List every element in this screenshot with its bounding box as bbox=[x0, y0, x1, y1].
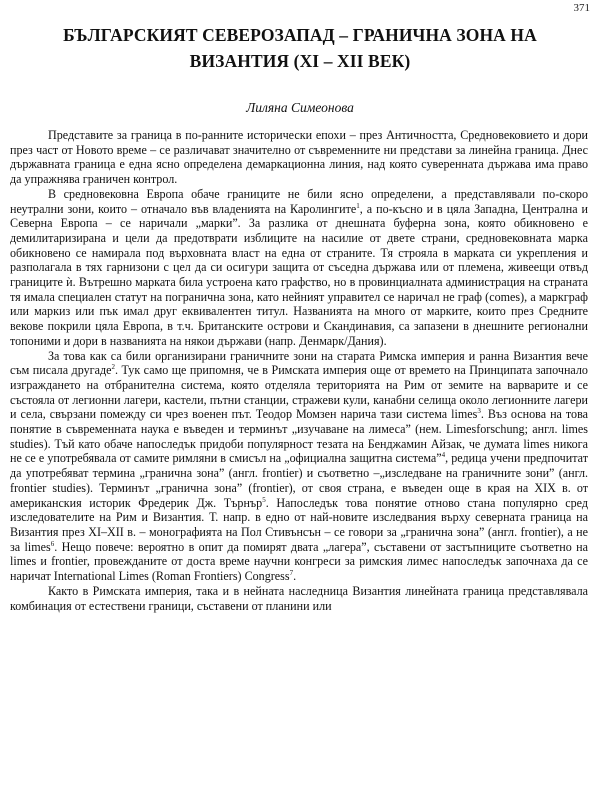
title-line-2: ВИЗАНТИЯ (XI – XII ВЕК) bbox=[189, 51, 411, 71]
paragraph-text: . Напоследък това понятие отново стана популярно сред изследователите на Рим и Византия. Т. напр. в едно от най-новите изследвания върху северната граница на Византия през XI–XII в. – монографията на Пол Стивънсън – се говори за „гранична зона” (англ. frontier), а не за limes bbox=[10, 495, 588, 554]
title-line-1: БЪЛГАРСКИЯТ СЕВЕРОЗАПАД – ГРАНИЧНА ЗОНА НА bbox=[63, 25, 537, 45]
paragraph-text: Както в Римската империя, така и в нейната наследница Византия линейната граница представлявала комбинация от естествени граници, съставени от планини или bbox=[10, 583, 588, 613]
paragraph-text: За това как са били организирани граничните зони на старата Римска империя и ранна Византия вече съм писала другаде bbox=[10, 348, 588, 378]
paragraph-text: . Въз основа на това понятие в съвременната наука е въведен и терминът „изучаване на лимеса” (нем. Limesforschung; англ. limes studies). Тъй като обаче напоследък придоби популярност тезата на Бенджамин Айзак, че думата limes никога не се е употребявала от самите римляни в смисъл на „официална защитна система” bbox=[10, 407, 588, 466]
article-body bbox=[10, 128, 588, 613]
footnote-marker: 2 bbox=[111, 363, 115, 372]
paragraph-text: В средновековна Европа обаче границите не били ясно определени, а представлявали по-скоро неутрални зони, които – отначало във владенията на Каролингите bbox=[10, 186, 588, 216]
footnote-marker: 7 bbox=[289, 569, 294, 578]
body-paragraph bbox=[10, 187, 588, 349]
paragraph-text: , редица учени предпочитат да употребяват термина „гранична зона” (англ. frontier) и съответно –„изследване на граничните зони” (англ. frontier studies). Терминът „гранична зона” (frontier), от своя страна, е въведен още в края на XIX в. от американския историк Фредерик Дж. Търнър bbox=[10, 451, 588, 510]
paragraph-text: . bbox=[293, 569, 297, 584]
paragraph-text: Представите за граница в по-ранните исторически епохи – през Античността, Средновековието и дори през част от Новото време – се различават значително от съвременните ни представи за линейна граница. Днес държавната граница е една ясно определена демаркационна линия, над която суверенната държава има право да упражнява граничен контрол. bbox=[10, 128, 588, 187]
page-number: 371 bbox=[573, 2, 590, 14]
article-title bbox=[0, 22, 600, 74]
paragraph-text: , а по-късно и в цяла Западна, Централна и Северна Европа – се наричали „марки”. За разлика от днешната буферна зона, която обикновено е демилитаризирана и цели да предотврати изблиците на насилие от двете страни, средновековната марка обикновено се намирала под върховната власт на една от страните. Тя строяла в марката си укрепления и разполагала в тях гарнизони с цел да си осигури защита от съседна държава или от племена, живеещи отвъд границите ѝ. Вътрешно марката била устроена като графство, но в провинциалната администрация на страната тя имала специален статут на погранична зона, като нейният управител се наричал не граф (comes), а маркграф или маркиз или пък имал друг еквивалентен титул. Названията на много от марките, които през Средните векове покрили цяла Европа, в т.ч. Британските острови и Скандинавия, са запазени в днешните регионални топоними и дори в названията на някои държави (напр. Денмарк/Дания). bbox=[10, 201, 588, 348]
footnote-marker: 5 bbox=[262, 495, 266, 504]
author-name: Лиляна Симеонова bbox=[246, 100, 354, 115]
body-paragraph bbox=[10, 584, 588, 613]
footnote-marker: 6 bbox=[50, 539, 55, 548]
footnote-marker: 4 bbox=[441, 451, 446, 460]
body-paragraph bbox=[10, 349, 588, 584]
footnote-marker: 3 bbox=[477, 407, 481, 416]
footnote-marker: 1 bbox=[356, 201, 360, 210]
paragraph-text: . Тук само ще припомня, че в Римската империя още от времето на Принципата започнало изграждането на отбранителна система, която отделяла територията на Рим от земите на варварите и се състояла от легионни лагери, кастели, пътни станции, стражеви кули, канабни селища около легионните лагери и села, свързани помежду си чрез военен път. Теодор Момзен нарича тази система limes bbox=[10, 363, 588, 422]
body-paragraph bbox=[10, 128, 588, 187]
paragraph-text: . Нещо повече: вероятно в опит да помирят двата „лагера”, съставени от застъпниците съответно на limes и frontier, провежданите от доста време научни конгреси за римския лимес напоследък започнаха да се наричат International Limes (Roman Frontiers) Congress bbox=[10, 539, 588, 584]
